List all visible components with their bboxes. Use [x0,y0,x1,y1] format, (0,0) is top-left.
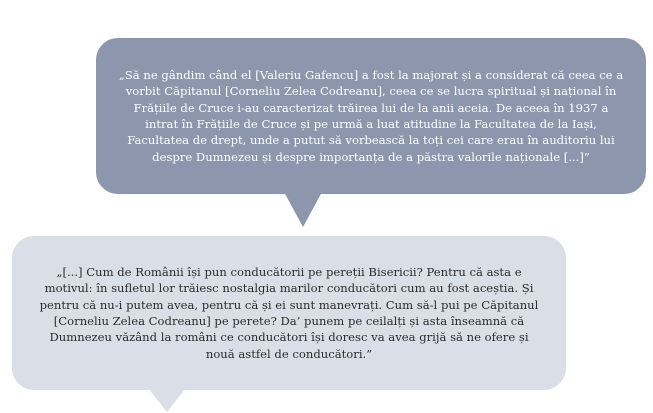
quote-bubble-conducatori [12,236,566,390]
quote-bubble-gafencu [96,38,646,194]
quote-text: „Să ne gândim când el [Valeriu Gafencu] a fost la majorat și a considerat că ceea ce a vorbit Căpitanul [Corneliu Zelea Codreanu], ceea ce se lucra spiritual și național în Frățiile de Cruce i-au caracterizat trăirea lui de la anii aceia. De aceea în 1937 a intrat în Frățiile de Cruce și pe urmă a luat atitudine la Facultatea de la Iași, Facultatea de drept, unde a putut să vorbească la toți cei care erau în auditoriu lui despre Dumnezeu și despre importanța de a păstra valorile naționale [...]” [118,67,624,164]
quote-text: „[...] Cum de Românii își pun conducătorii pe pereții Bisericii? Pentru că asta e motivul: în sufletul lor trăiesc nostalgia marilor conducători cum au fost aceștia. Și pentru că nu-i putem avea, pentru că și ei sunt manevrați. Cum să-l pui pe Căpitanul [Corneliu Zelea Codreanu] pe perete? Da’ punem pe ceilalți și asta înseamnă că Dumnezeu văzând la români ce conducători își doresc va avea grijă să ne ofere și nouă astfel de conducători.” [39,264,539,361]
